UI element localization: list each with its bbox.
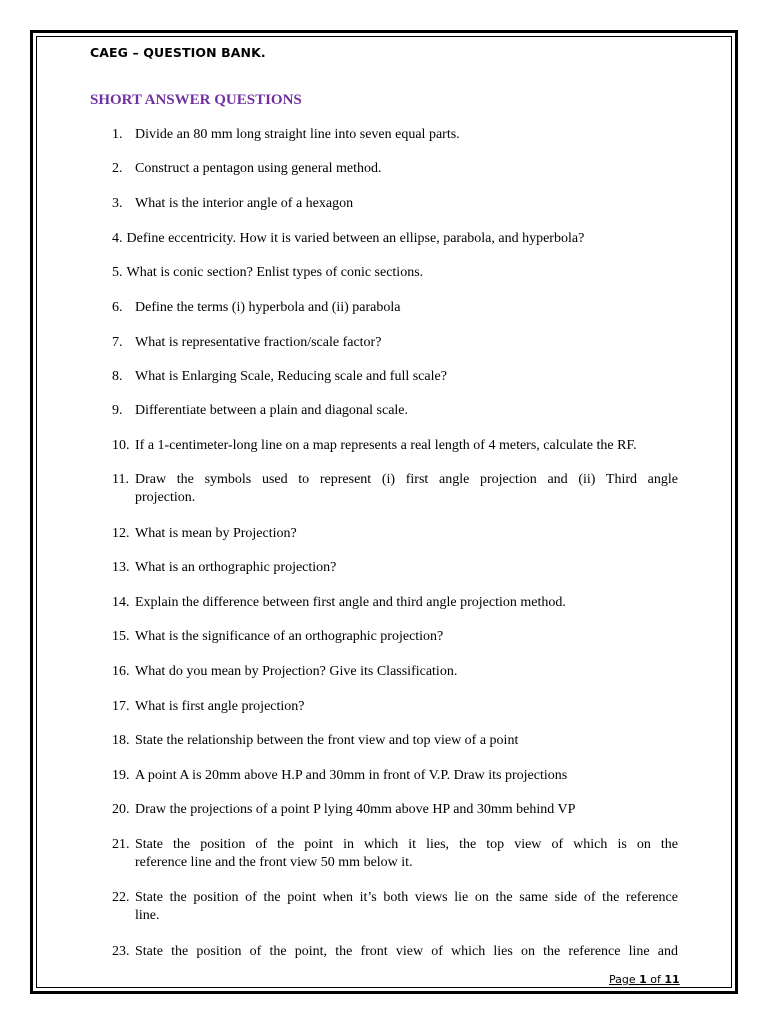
question-item	[112, 525, 678, 543]
question-item	[112, 559, 678, 577]
question-number: 4.	[112, 231, 123, 246]
question-item	[112, 732, 678, 750]
question-text: State the position of the point when it’s both views lie on the same side of the reference line.	[135, 890, 678, 923]
footer-page-number: 1	[639, 973, 647, 986]
question-item	[112, 230, 678, 248]
document-title: CAEG – QUESTION BANK.	[90, 45, 266, 60]
question-text: Draw the projections of a point P lying 40mm above HP and 30mm behind VP	[135, 802, 576, 817]
question-item	[112, 402, 678, 420]
question-number: 7.	[112, 335, 123, 350]
question-number: 12.	[112, 526, 130, 541]
question-number: 8.	[112, 369, 123, 384]
question-text: Construct a pentagon using general method.	[135, 161, 382, 176]
question-number: 19.	[112, 768, 130, 783]
question-number: 20.	[112, 802, 130, 817]
question-number: 3.	[112, 196, 123, 211]
question-number: 22.	[112, 890, 130, 905]
question-number: 1.	[112, 127, 123, 142]
question-item	[112, 160, 678, 178]
question-number: 18.	[112, 733, 130, 748]
question-text: Explain the difference between first angle and third angle projection method.	[135, 595, 566, 610]
question-item	[112, 299, 678, 317]
question-item	[112, 698, 678, 716]
question-number: 21.	[112, 837, 130, 852]
question-text: State the relationship between the front view and top view of a point	[135, 733, 519, 748]
question-text: What is the significance of an orthographic projection?	[135, 629, 444, 644]
question-item	[112, 628, 678, 646]
page-footer	[609, 973, 680, 986]
question-text: What is an orthographic projection?	[135, 560, 337, 575]
question-text: If a 1-centimeter-long line on a map represents a real length of 4 meters, calculate the RF.	[135, 438, 637, 453]
question-text: What is Enlarging Scale, Reducing scale and full scale?	[135, 369, 447, 384]
question-number: 5.	[112, 265, 123, 280]
question-item	[112, 836, 678, 872]
footer-page-total: 11	[664, 973, 680, 986]
question-text: What is representative fraction/scale factor?	[135, 335, 382, 350]
question-text: What is conic section? Enlist types of conic sections.	[126, 265, 424, 280]
question-item	[112, 126, 678, 144]
question-text: What is mean by Projection?	[135, 526, 297, 541]
question-number: 11.	[112, 472, 129, 487]
question-item	[112, 471, 678, 507]
question-item	[112, 943, 678, 961]
question-number: 6.	[112, 300, 123, 315]
question-item	[112, 334, 678, 352]
footer-of-word: of	[650, 973, 661, 986]
question-text: Differentiate between a plain and diagonal scale.	[135, 403, 409, 418]
question-number: 16.	[112, 664, 130, 679]
question-item	[112, 594, 678, 612]
question-text: Draw the symbols used to represent (i) first angle projection and (ii) Third angle projection.	[135, 472, 678, 505]
section-heading: SHORT ANSWER QUESTIONS	[90, 92, 302, 108]
question-item	[112, 801, 678, 819]
question-text: Define the terms (i) hyperbola and (ii) parabola	[135, 300, 401, 315]
question-item	[112, 889, 678, 925]
question-number: 9.	[112, 403, 123, 418]
question-number: 10.	[112, 438, 130, 453]
question-item	[112, 264, 678, 282]
question-item	[112, 437, 678, 455]
question-text: What do you mean by Projection? Give its Classification.	[135, 664, 458, 679]
question-item	[112, 368, 678, 386]
question-item	[112, 195, 678, 213]
question-number: 15.	[112, 629, 130, 644]
question-text: What is the interior angle of a hexagon	[135, 196, 354, 211]
question-text: Define eccentricity. How it is varied between an ellipse, parabola, and hyperbola?	[126, 231, 585, 246]
question-number: 13.	[112, 560, 130, 575]
question-text: Divide an 80 mm long straight line into seven equal parts.	[135, 127, 460, 142]
question-number: 2.	[112, 161, 123, 176]
question-number: 14.	[112, 595, 130, 610]
question-text: A point A is 20mm above H.P and 30mm in front of V.P. Draw its projections	[135, 768, 568, 783]
question-item	[112, 767, 678, 785]
question-text: State the position of the point in which it lies, the top view of which is on the reference line and the front view 50 mm below it.	[135, 837, 678, 870]
question-number: 17.	[112, 699, 130, 714]
question-text: State the position of the point, the front view of which lies on the reference line and	[135, 944, 678, 959]
footer-page-word: Page	[609, 973, 636, 986]
question-item	[112, 663, 678, 681]
question-number: 23.	[112, 944, 130, 959]
question-text: What is first angle projection?	[135, 699, 305, 714]
